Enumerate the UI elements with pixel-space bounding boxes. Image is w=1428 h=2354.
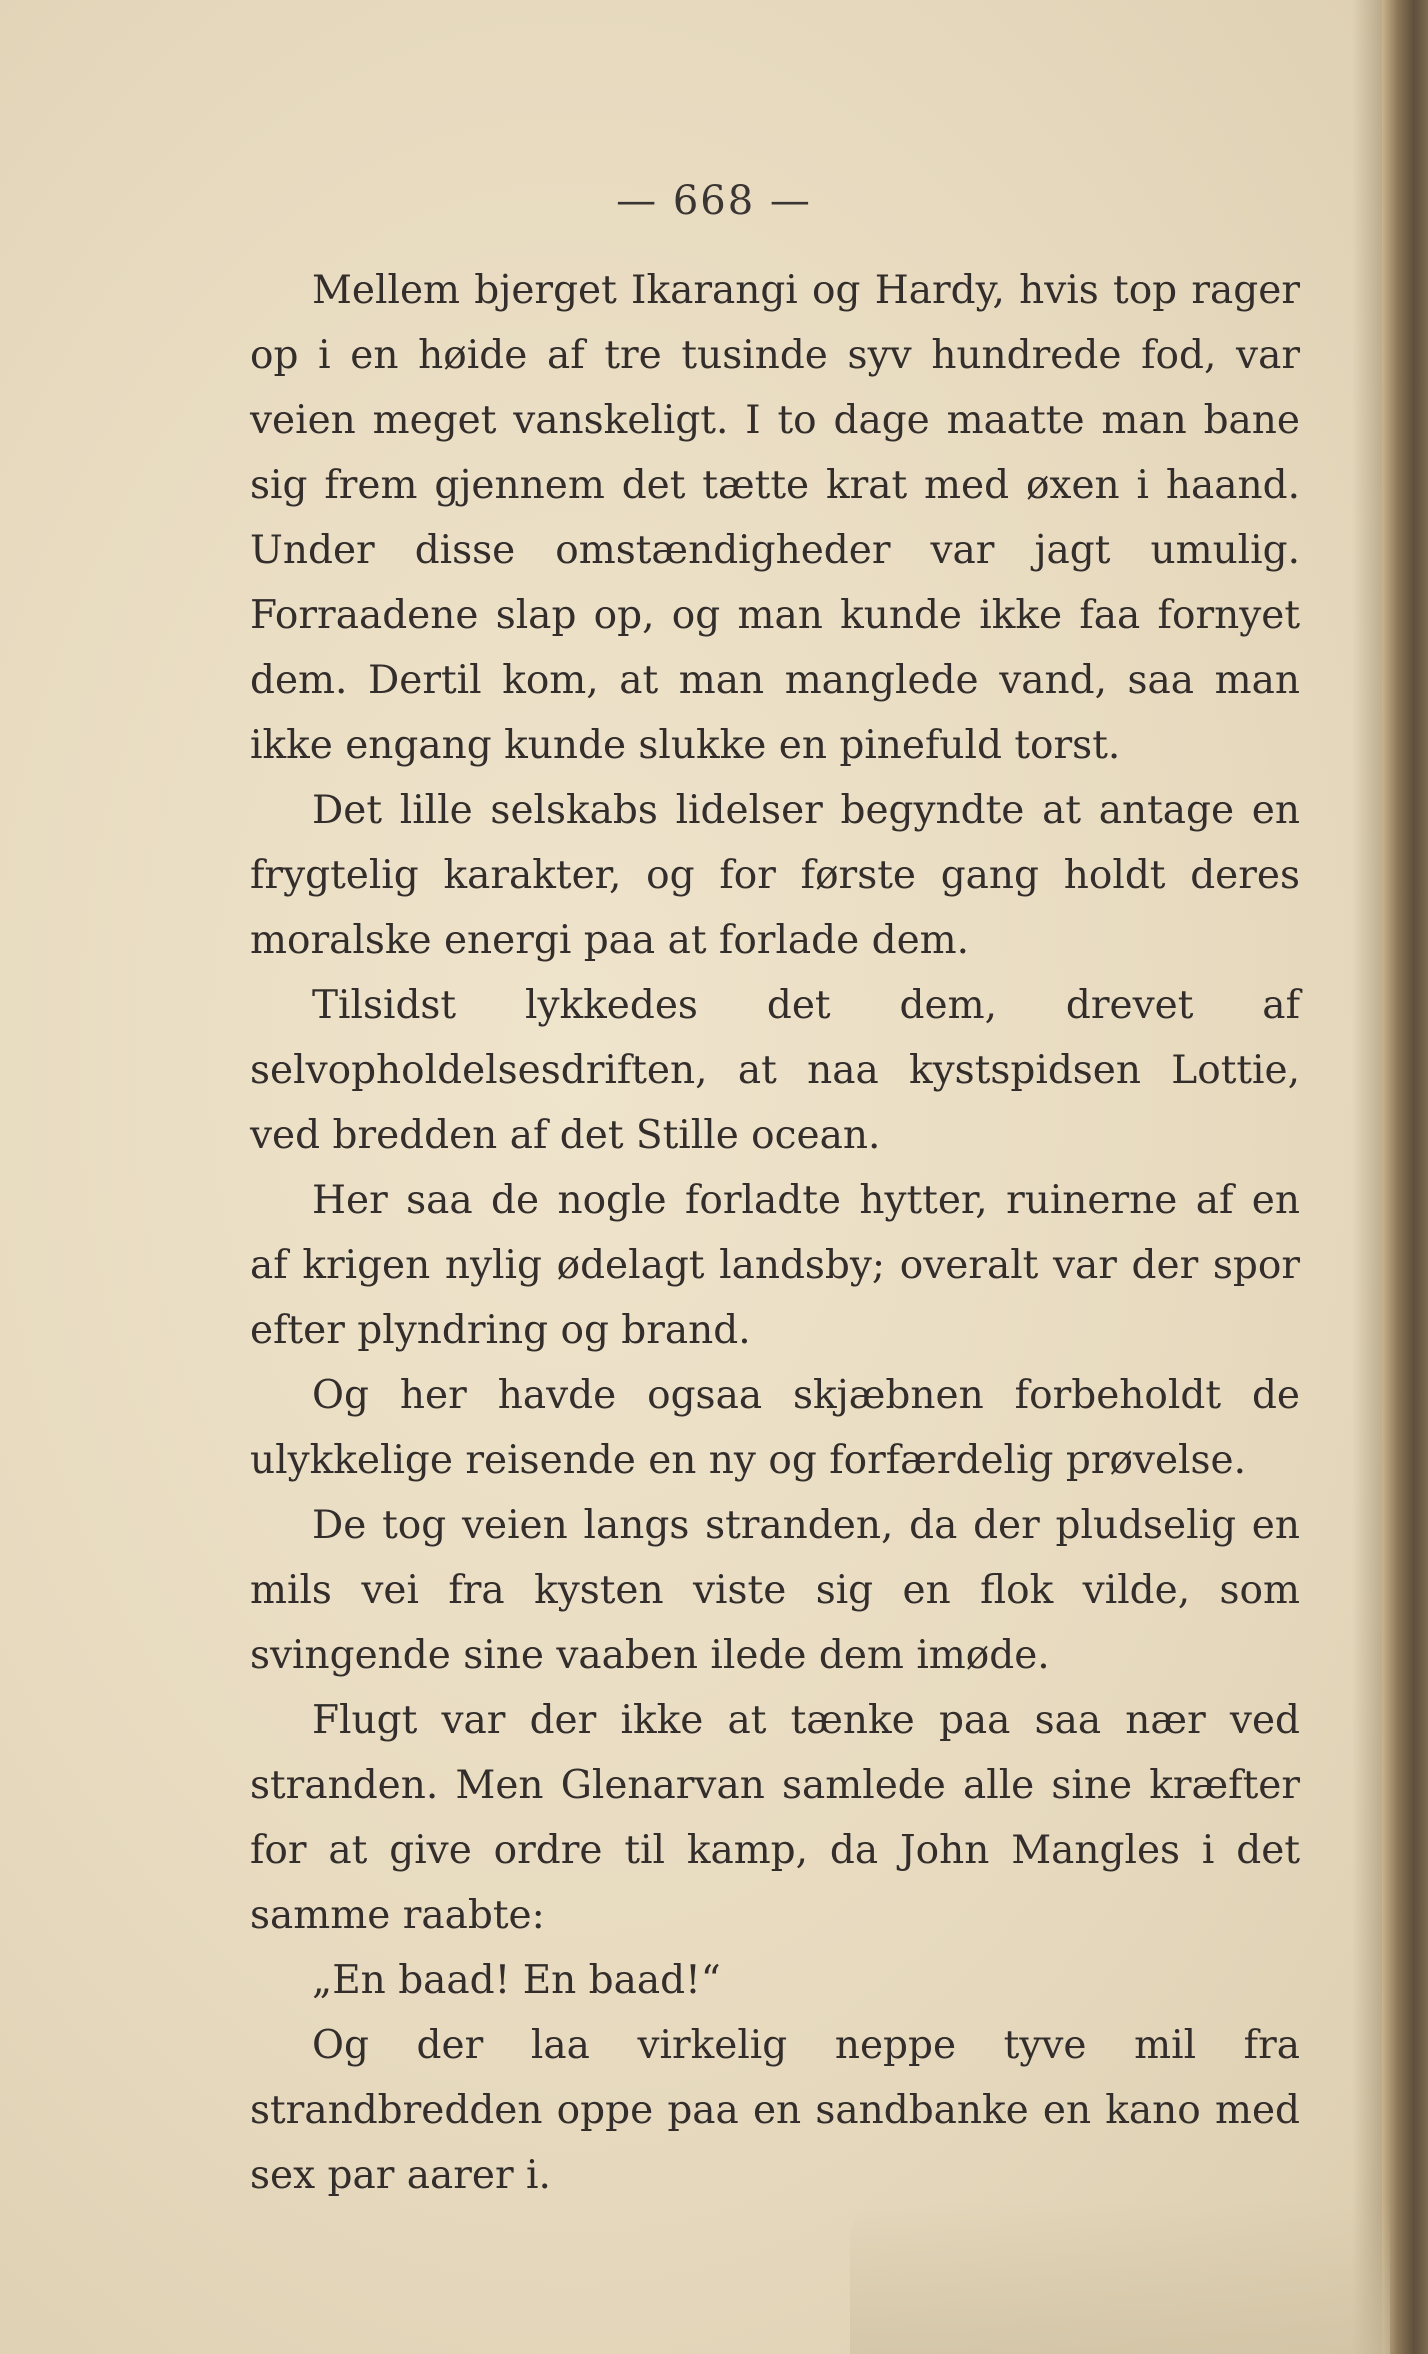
paragraph: Mellem bjerget Ikarangi og Hardy, hvis top rager op i en høide af tre tusinde syv hundrede fod, var veien meget vanskeligt. I to dage maatte man bane sig frem gjennem det tætte krat med øxen i haand. Under disse omstændigheder var jagt umulig. Forraadene slap op, og man kunde ikke faa fornyet dem. Dertil kom, at man manglede vand, saa man ikke engang kunde slukke en pinefuld torst.	[250, 268, 1300, 768]
paragraph: Og her havde ogsaa skjæbnen forbeholdt de ulykkelige reisende en ny og forfærdelig prøvelse.	[250, 1373, 1300, 1483]
paragraph: Det lille selskabs lidelser begyndte at antage en frygtelig karakter, og for første gang holdt deres moralske energi paa at forlade dem.	[250, 788, 1300, 963]
paragraph: Og der laa virkelig neppe tyve mil fra strandbredden oppe paa en sandbanke en kano med sex par aarer i.	[250, 2023, 1300, 2198]
book-spine	[1382, 0, 1428, 2354]
page-number: — 668 —	[616, 178, 812, 224]
paragraph: De tog veien langs stranden, da der pludselig en mils vei fra kysten viste sig en flok vilde, som svingende sine vaaben ilede dem imøde.	[250, 1503, 1300, 1678]
page-stain	[850, 2200, 1390, 2354]
paragraph: Flugt var der ikke at tænke paa saa nær ved stranden. Men Glenarvan samlede alle sine kræfter for at give ordre til kamp, da John Mangles i det samme raabte:	[250, 1698, 1300, 1938]
page-text	[250, 258, 1300, 2208]
paragraph: „En baad! En baad!“	[312, 1958, 721, 2003]
spine-shadow	[1352, 0, 1382, 2354]
paragraph: Tilsidst lykkedes det dem, drevet af selvopholdelsesdriften, at naa kystspidsen Lottie, ved bredden af det Stille ocean.	[250, 983, 1300, 1158]
paragraph: Her saa de nogle forladte hytter, ruinerne af en af krigen nylig ødelagt landsby; overalt var der spor efter plyndring og brand.	[250, 1178, 1300, 1353]
